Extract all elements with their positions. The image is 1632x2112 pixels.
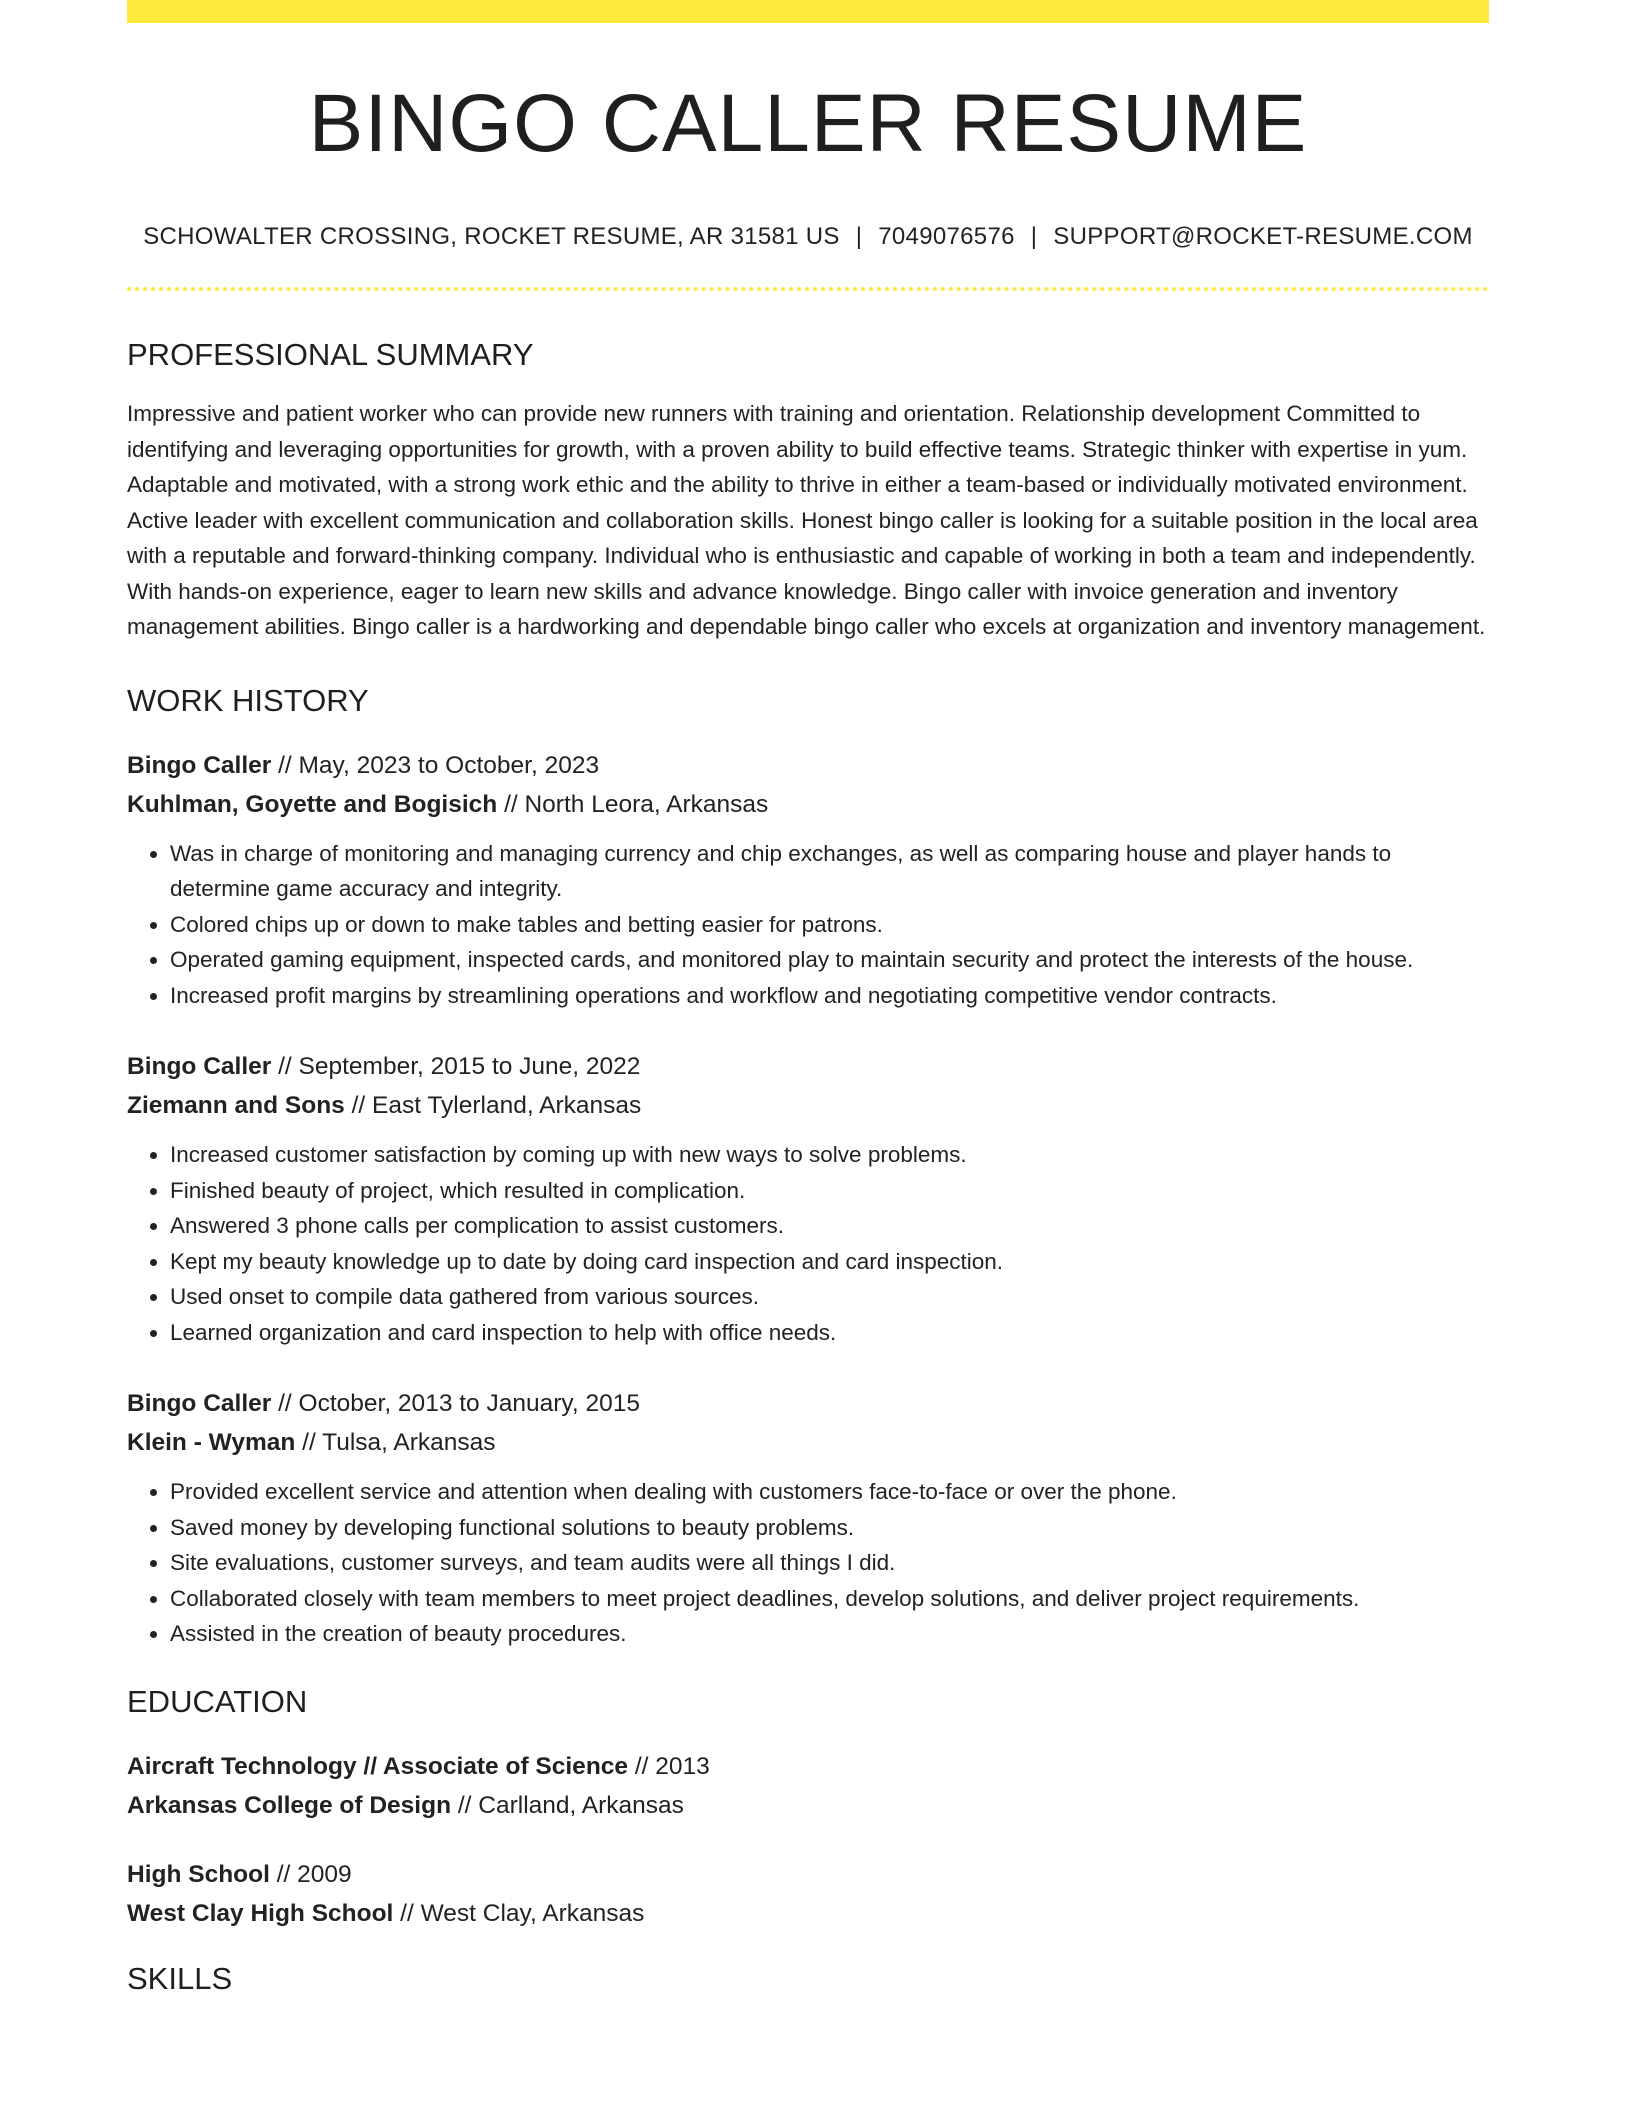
education-entry bbox=[127, 1855, 1489, 1933]
contact-phone[interactable]: 7049076576 bbox=[878, 223, 1015, 250]
job-title-line bbox=[127, 1047, 1489, 1086]
job-bullets bbox=[127, 1474, 1489, 1652]
job-bullet: • Assisted in the creation of beauty procedures. bbox=[170, 1616, 1489, 1652]
job-bullet: • Kept my beauty knowledge up to date by doing card inspection and card inspection. bbox=[170, 1244, 1489, 1280]
job-title: Bingo Caller bbox=[127, 751, 272, 779]
contact-separator: | bbox=[855, 223, 863, 250]
education-heading: EDUCATION bbox=[127, 1683, 308, 1719]
job-company-line bbox=[127, 1086, 1489, 1125]
job-bullet: • Finished beauty of project, which resulted in complication. bbox=[170, 1173, 1489, 1209]
job-dates: // September, 2015 to June, 2022 bbox=[271, 1053, 641, 1080]
education-degree-line bbox=[127, 1855, 1489, 1894]
skills-heading: SKILLS bbox=[127, 1960, 233, 1996]
job-title: Bingo Caller bbox=[127, 1390, 272, 1417]
education-school-line bbox=[127, 1786, 1489, 1825]
job-bullet: • Increased profit margins by streamlining operations and workflow and negotiating competitive vendor contracts. bbox=[170, 978, 1489, 1014]
education-degree-line bbox=[127, 1747, 1489, 1786]
education-school: Arkansas College of Design bbox=[127, 1791, 452, 1819]
job-bullet: • Operated gaming equipment, inspected cards, and monitored play to maintain security and protect the interests of the house. bbox=[170, 942, 1489, 978]
job-location: // North Leora, Arkansas bbox=[497, 790, 769, 818]
work-history-heading: WORK HISTORY bbox=[127, 682, 369, 718]
job-dates: // May, 2023 to October, 2023 bbox=[271, 751, 600, 779]
job-dates: // October, 2013 to January, 2015 bbox=[271, 1390, 640, 1417]
contact-separator: | bbox=[1030, 223, 1038, 250]
education-degree: High School bbox=[127, 1860, 270, 1888]
job-company: Ziemann and Sons bbox=[127, 1092, 345, 1119]
job-entry bbox=[127, 1384, 1489, 1652]
job-bullet: • Provided excellent service and attention when dealing with customers face-to-face or over the phone. bbox=[170, 1474, 1489, 1510]
job-bullet: • Was in charge of monitoring and managing currency and chip exchanges, as well as comparing house and player hands to determine game accuracy and integrity. bbox=[170, 836, 1489, 907]
job-bullet: • Answered 3 phone calls per complication to assist customers. bbox=[170, 1208, 1489, 1244]
job-entry bbox=[127, 746, 1489, 1014]
education-year: // 2013 bbox=[628, 1752, 710, 1780]
job-title-line bbox=[127, 746, 1489, 785]
job-bullets bbox=[127, 836, 1489, 1014]
summary-text: Impressive and patient worker who can provide new runners with training and orientation. Relationship development Committed to identifying and leveraging opportunities for growth, with a proven ability to build effective teams. Strategic thinker with expertise in yum. Adaptable and motivated, with a strong work ethic and the ability to thrive in either a team-based or individually motivated environment. Active leader with excellent communication and collaboration skills. Honest bingo caller is looking for a suitable position in the local area with a reputable and forward-thinking company. Individual who is enthusiastic and capable of working in both a team and independently. With hands-on experience, eager to learn new skills and advance knowledge. Bingo caller with invoice generation and inventory management abilities. Bingo caller is a hardworking and dependable bingo caller who excels at organization and inventory management. bbox=[127, 401, 1486, 639]
job-bullet: • Collaborated closely with team members to meet project deadlines, develop solutions, and deliver project requirements. bbox=[170, 1581, 1489, 1617]
contact-address: SCHOWALTER CROSSING, ROCKET RESUME, AR 31581 US bbox=[143, 223, 840, 250]
education-entry bbox=[127, 1747, 1489, 1825]
education-location: // West Clay, Arkansas bbox=[393, 1899, 645, 1927]
job-bullet: • Site evaluations, customer surveys, and team audits were all things I did. bbox=[170, 1545, 1489, 1581]
job-bullet: • Saved money by developing functional solutions to beauty problems. bbox=[170, 1510, 1489, 1546]
summary-heading: PROFESSIONAL SUMMARY bbox=[127, 337, 534, 372]
job-bullet: • Colored chips up or down to make tables and betting easier for patrons. bbox=[170, 907, 1489, 943]
education-degree: Aircraft Technology // Associate of Science bbox=[127, 1752, 629, 1780]
contact-line bbox=[127, 225, 1489, 249]
education-school-line bbox=[127, 1894, 1489, 1933]
job-bullet: • Used onset to compile data gathered from various sources. bbox=[170, 1279, 1489, 1315]
job-bullet: • Increased customer satisfaction by coming up with new ways to solve problems. bbox=[170, 1137, 1489, 1173]
job-bullets bbox=[127, 1137, 1489, 1350]
job-company-line bbox=[127, 1423, 1489, 1462]
contact-email[interactable]: SUPPORT@ROCKET-RESUME.COM bbox=[1053, 223, 1473, 250]
job-title-line bbox=[127, 1384, 1489, 1423]
education-school: West Clay High School bbox=[127, 1899, 394, 1927]
job-entry bbox=[127, 1047, 1489, 1350]
job-location: // East Tylerland, Arkansas bbox=[344, 1092, 642, 1119]
job-company: Kuhlman, Goyette and Bogisich bbox=[127, 790, 498, 818]
resume-page bbox=[127, 0, 1489, 1994]
education-year: // 2009 bbox=[269, 1860, 352, 1888]
accent-top-bar bbox=[127, 0, 1489, 23]
resume-title: BINGO CALLER RESUME bbox=[308, 78, 1308, 169]
job-title: Bingo Caller bbox=[127, 1053, 272, 1080]
dotted-divider bbox=[127, 287, 1489, 291]
job-location: // Tulsa, Arkansas bbox=[295, 1429, 496, 1456]
education-location: // Carlland, Arkansas bbox=[451, 1791, 684, 1819]
job-bullet: • Learned organization and card inspection to help with office needs. bbox=[170, 1315, 1489, 1351]
job-company-line bbox=[127, 785, 1489, 824]
job-company: Klein - Wyman bbox=[127, 1429, 296, 1456]
